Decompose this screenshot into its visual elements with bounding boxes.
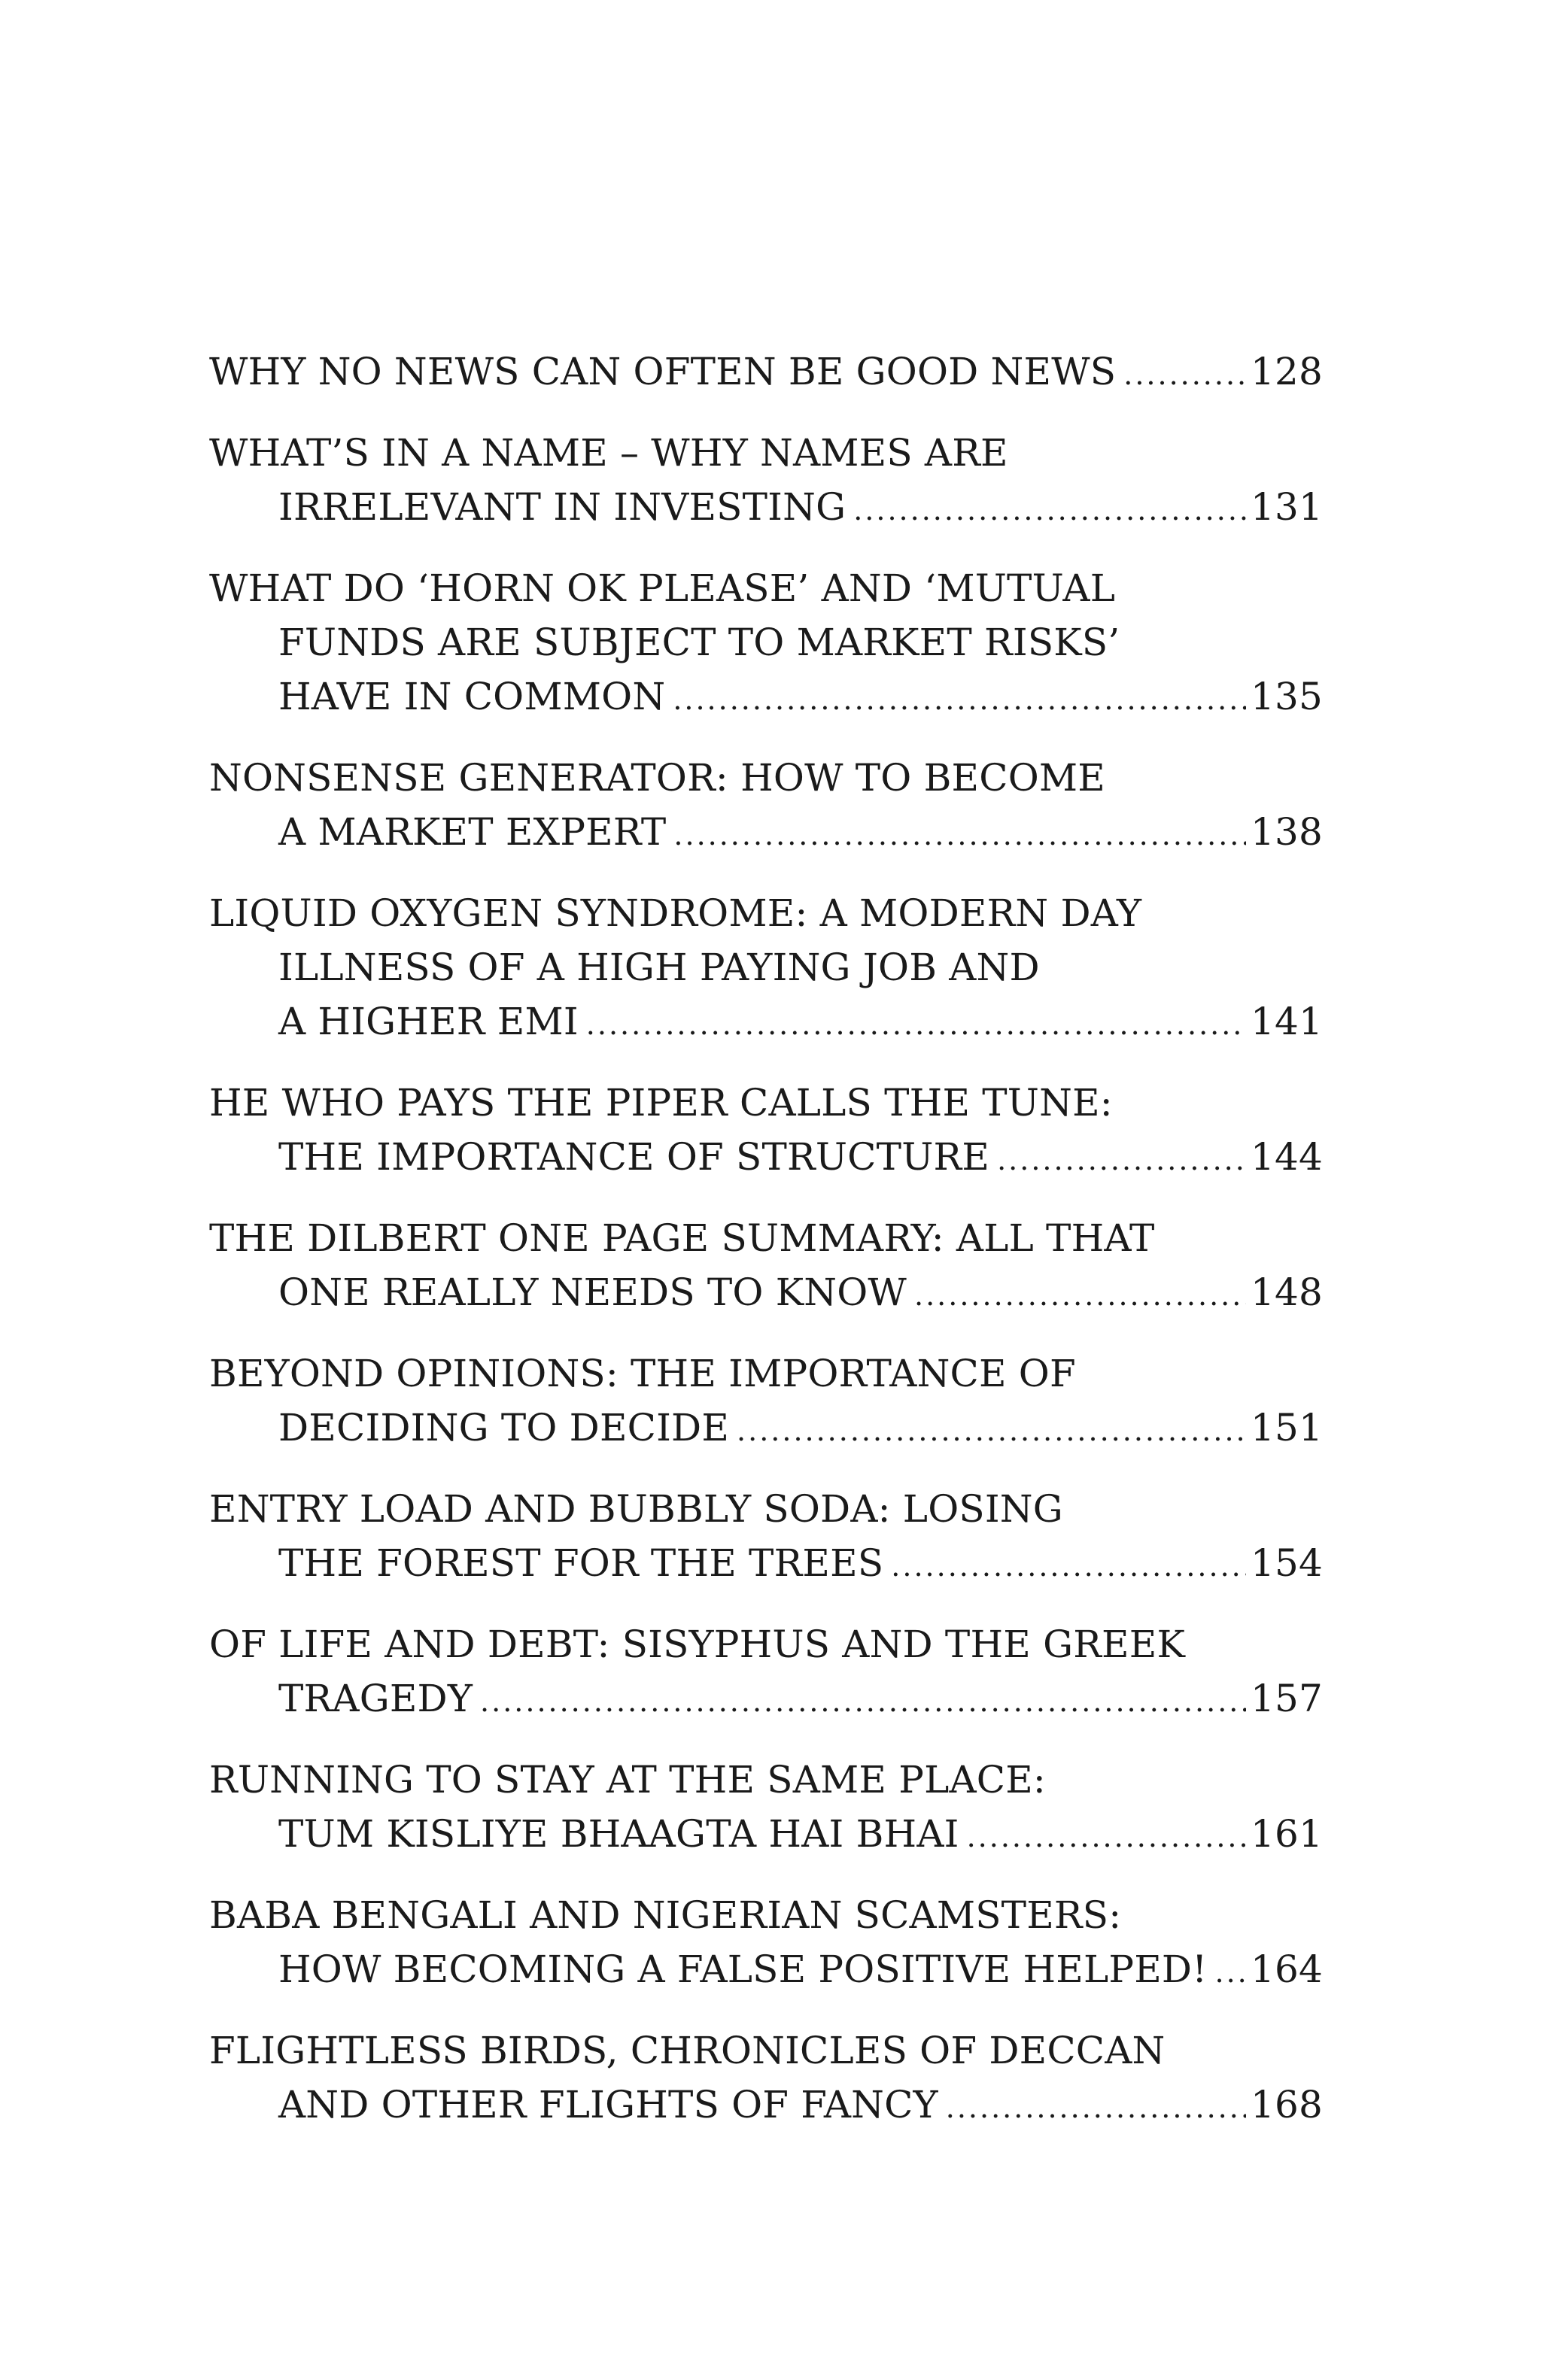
toc-entry-title: THE IMPORTANCE OF STRUCTURE	[278, 1135, 990, 1179]
toc-entry	[209, 1076, 1323, 1184]
toc-entry-title: TUM KISLIYE BHAAGTA HAI BHAI	[278, 1812, 959, 1856]
toc-entry-title: TRAGEDY	[278, 1677, 473, 1720]
toc-entry	[209, 2023, 1323, 2132]
dot-leader	[1123, 348, 1246, 399]
toc-entry-line: HE WHO PAYS THE PIPER CALLS THE TUNE:	[209, 1081, 1113, 1125]
toc-entry-final-line	[209, 1942, 1323, 1996]
toc-entry-line: ENTRY LOAD AND BUBBLY SODA: LOSING	[209, 1487, 1063, 1531]
toc-entry-line: BABA BENGALI AND NIGERIAN SCAMSTERS:	[209, 1893, 1122, 1937]
toc-entry	[209, 1346, 1323, 1455]
toc-entry-final-line	[209, 480, 1323, 534]
toc-entry	[209, 1888, 1323, 1996]
toc-entry-final-line	[209, 345, 1323, 399]
toc-entry	[209, 1753, 1323, 1861]
dot-leader	[586, 997, 1246, 1049]
toc-entry-final-line	[209, 805, 1323, 859]
dot-leader	[967, 1810, 1246, 1861]
toc-entry-final-line	[209, 669, 1323, 724]
toc-page-number: 128	[1250, 350, 1323, 393]
toc-entry-title: A HIGHER EMI	[278, 1000, 579, 1043]
toc-entry-title: WHY NO NEWS CAN OFTEN BE GOOD NEWS	[209, 350, 1117, 393]
toc-entry-final-line	[209, 994, 1323, 1049]
toc-page-number: 151	[1250, 1406, 1323, 1450]
toc-page-number: 148	[1250, 1270, 1323, 1314]
toc-entry-final-line	[209, 1807, 1323, 1861]
toc-entry-title: HOW BECOMING A FALSE POSITIVE HELPED!	[278, 1947, 1208, 1991]
toc-entry	[209, 561, 1323, 724]
toc-entry-line: WHAT’S IN A NAME – WHY NAMES ARE	[209, 431, 1008, 475]
toc-entry-title: ONE REALLY NEEDS TO KNOW	[278, 1270, 907, 1314]
toc-entry	[209, 751, 1323, 859]
toc-entry	[209, 345, 1323, 399]
dot-leader	[946, 2081, 1246, 2132]
toc-entry-final-line	[209, 1265, 1323, 1319]
toc-page-number: 154	[1250, 1541, 1323, 1585]
dot-leader	[737, 1404, 1246, 1455]
toc-page-number: 161	[1250, 1812, 1323, 1856]
toc-page-number: 164	[1250, 1947, 1323, 1991]
toc-entry-title: THE FOREST FOR THE TREES	[278, 1541, 884, 1585]
toc-entry	[209, 886, 1323, 1049]
toc-page-number: 138	[1250, 810, 1323, 854]
toc-entry-line: NONSENSE GENERATOR: HOW TO BECOME	[209, 756, 1105, 800]
toc-page-number: 131	[1250, 485, 1323, 529]
toc-entry-final-line	[209, 1401, 1323, 1455]
toc-entry-line: ILLNESS OF A HIGH PAYING JOB AND	[278, 946, 1040, 989]
toc-entry	[209, 1482, 1323, 1590]
toc-entry-line: LIQUID OXYGEN SYNDROME: A MODERN DAY	[209, 891, 1142, 935]
dot-leader	[673, 808, 1246, 859]
toc-page-number: 144	[1250, 1135, 1323, 1179]
toc-entry-line: OF LIFE AND DEBT: SISYPHUS AND THE GREEK	[209, 1623, 1186, 1666]
dot-leader	[997, 1133, 1246, 1184]
toc-entry	[209, 1211, 1323, 1319]
toc-entry-title: HAVE IN COMMON	[278, 675, 666, 718]
dot-leader	[891, 1539, 1246, 1590]
dot-leader	[914, 1268, 1246, 1319]
toc-entry-line: THE DILBERT ONE PAGE SUMMARY: ALL THAT	[209, 1216, 1155, 1260]
toc-entry-line: FUNDS ARE SUBJECT TO MARKET RISKS’	[278, 621, 1120, 664]
toc-page-number: 141	[1250, 1000, 1323, 1043]
toc-entry	[209, 1617, 1323, 1726]
toc-entry-title: DECIDING TO DECIDE	[278, 1406, 730, 1450]
toc-page-number: 135	[1250, 675, 1323, 718]
toc-entry-final-line	[209, 1536, 1323, 1590]
toc-page-number: 168	[1250, 2083, 1323, 2127]
toc-entry-line: BEYOND OPINIONS: THE IMPORTANCE OF	[209, 1352, 1076, 1395]
dot-leader	[853, 483, 1246, 534]
toc-entry-final-line	[209, 1671, 1323, 1726]
toc-page-number: 157	[1250, 1677, 1323, 1720]
toc-entry-title: IRRELEVANT IN INVESTING	[278, 485, 846, 529]
dot-leader	[480, 1674, 1246, 1726]
dot-leader	[1214, 1945, 1245, 1996]
toc-entry-line: RUNNING TO STAY AT THE SAME PLACE:	[209, 1758, 1046, 1802]
toc-entry-final-line	[209, 1130, 1323, 1184]
toc-entry-line: WHAT DO ‘HORN OK PLEASE’ AND ‘MUTUAL	[209, 566, 1116, 610]
dot-leader	[673, 672, 1246, 724]
toc-entry-title: A MARKET EXPERT	[278, 810, 667, 854]
toc-entry-final-line	[209, 2078, 1323, 2132]
table-of-contents	[209, 345, 1323, 2132]
toc-entry-line: FLIGHTLESS BIRDS, CHRONICLES OF DECCAN	[209, 2029, 1166, 2072]
toc-entry-title: AND OTHER FLIGHTS OF FANCY	[278, 2083, 938, 2127]
toc-entry	[209, 426, 1323, 534]
